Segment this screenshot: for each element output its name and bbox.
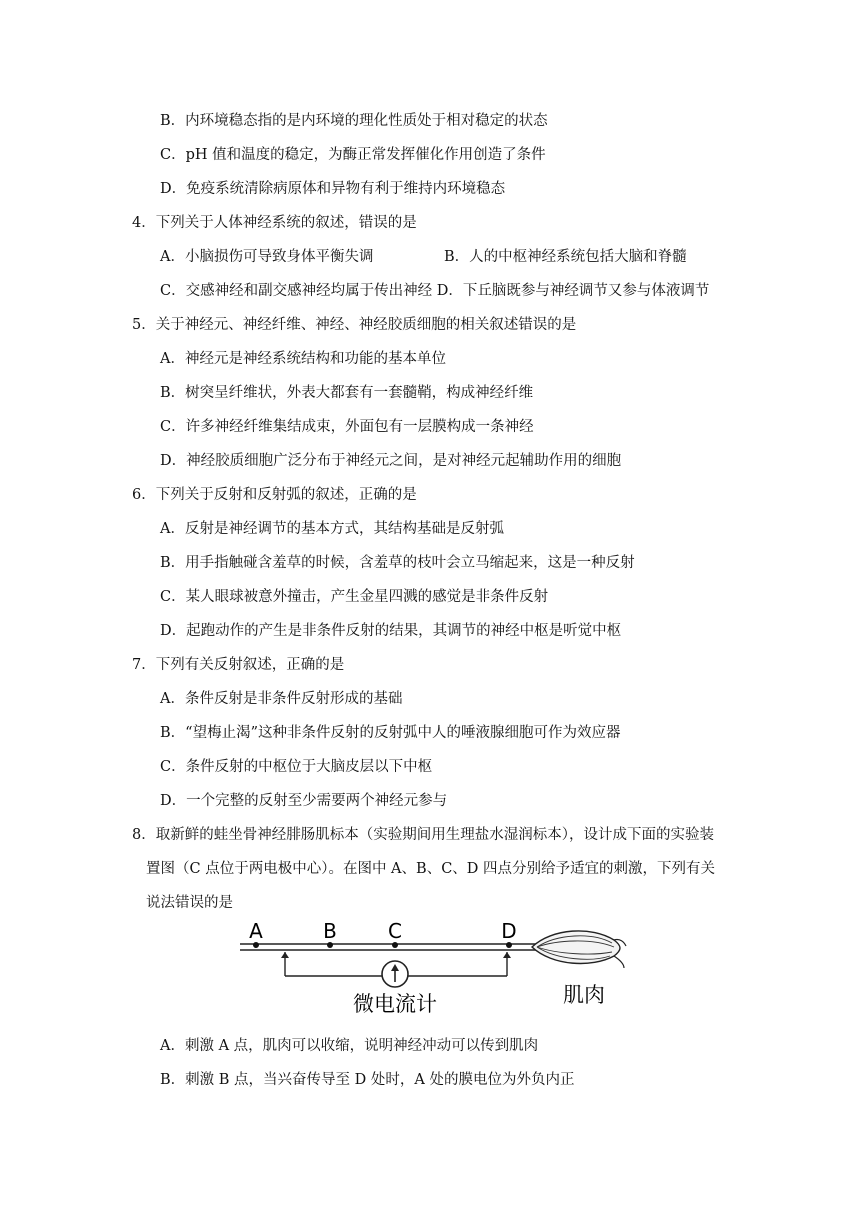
q4-option-b: B．人的中枢神经系统包括大脑和脊髓	[444, 249, 687, 265]
question-8-stem-line-3: 说法错误的是	[146, 895, 233, 911]
q3-option-d: D．免疫系统清除病原体和异物有利于维持内环境稳态	[160, 181, 506, 197]
q6-option-b: B．用手指触碰含羞草的时候，含羞草的枝叶会立马缩起来，这是一种反射	[160, 555, 635, 571]
question-6-stem: 6．下列关于反射和反射弧的叙述，正确的是	[132, 487, 417, 503]
q7-option-b: B．“望梅止渴”这种非条件反射的反射弧中人的唾液腺细胞可作为效应器	[160, 725, 621, 741]
q7-option-d: D．一个完整的反射至少需要两个神经元参与	[160, 793, 448, 809]
meter-label: 微电流计	[353, 992, 437, 1016]
q3-option-c: C．pH 值和温度的稳定，为酶正常发挥催化作用创造了条件	[160, 147, 546, 163]
muscle-label: 肌肉	[563, 983, 605, 1007]
question-8-stem: 8．取新鲜的蛙坐骨神经腓肠肌标本（实验期间用生理盐水湿润标本），设计成下面的实验装	[132, 827, 714, 843]
right-electrode-arrow	[503, 952, 511, 958]
left-electrode-arrow	[281, 952, 289, 958]
q5-option-d: D．神经胶质细胞广泛分布于神经元之间，是对神经元起辅助作用的细胞	[160, 453, 622, 469]
question-5-stem: 5．关于神经元、神经纤维、神经、神经胶质细胞的相关叙述错误的是	[132, 317, 577, 333]
question-4-stem: 4．下列关于人体神经系统的叙述，错误的是	[132, 215, 417, 231]
experiment-diagram	[232, 916, 632, 1016]
q4-option-a: A．小脑损伤可导致身体平衡失调	[160, 249, 374, 265]
point-a-label: A	[249, 919, 263, 943]
question-8-stem-line-2: 置图（C 点位于两电极中心）。在图中 A、B、C、D 四点分别给予适宜的刺激，下列有关	[146, 861, 716, 877]
q8-option-a: A．刺激 A 点，肌肉可以收缩，说明神经冲动可以传到肌肉	[160, 1038, 539, 1054]
question-7-stem: 7．下列有关反射叙述，正确的是	[132, 657, 345, 673]
muscle-icon	[532, 931, 626, 968]
q5-option-c: C．许多神经纤维集结成束，外面包有一层膜构成一条神经	[160, 419, 534, 435]
q6-option-a: A．反射是神经调节的基本方式，其结构基础是反射弧	[160, 521, 504, 537]
q7-option-a: A．条件反射是非条件反射形成的基础	[160, 691, 403, 707]
q7-option-c: C．条件反射的中枢位于大脑皮层以下中枢	[160, 759, 433, 775]
q6-option-d: D．起跑动作的产生是非条件反射的结果，其调节的神经中枢是听觉中枢	[160, 623, 622, 639]
point-c-label: C	[388, 919, 402, 943]
q8-option-b: B．刺激 B 点，当兴奋传导至 D 处时，A 处的膜电位为外负内正	[160, 1072, 575, 1088]
point-b-label: B	[323, 919, 337, 943]
q5-option-a: A．神经元是神经系统结构和功能的基本单位	[160, 351, 446, 367]
q5-option-b: B．树突呈纤维状，外表大都套有一套髓鞘，构成神经纤维	[160, 385, 534, 401]
q3-option-b: B．内环境稳态指的是内环境的理化性质处于相对稳定的状态	[160, 113, 548, 129]
q6-option-c: C．某人眼球被意外撞击，产生金星四溅的感觉是非条件反射	[160, 589, 549, 605]
point-d-label: D	[501, 919, 517, 943]
q4-option-cd: C．交感神经和副交感神经均属于传出神经 D．下丘脑既参与神经调节又参与体液调节	[160, 283, 710, 299]
